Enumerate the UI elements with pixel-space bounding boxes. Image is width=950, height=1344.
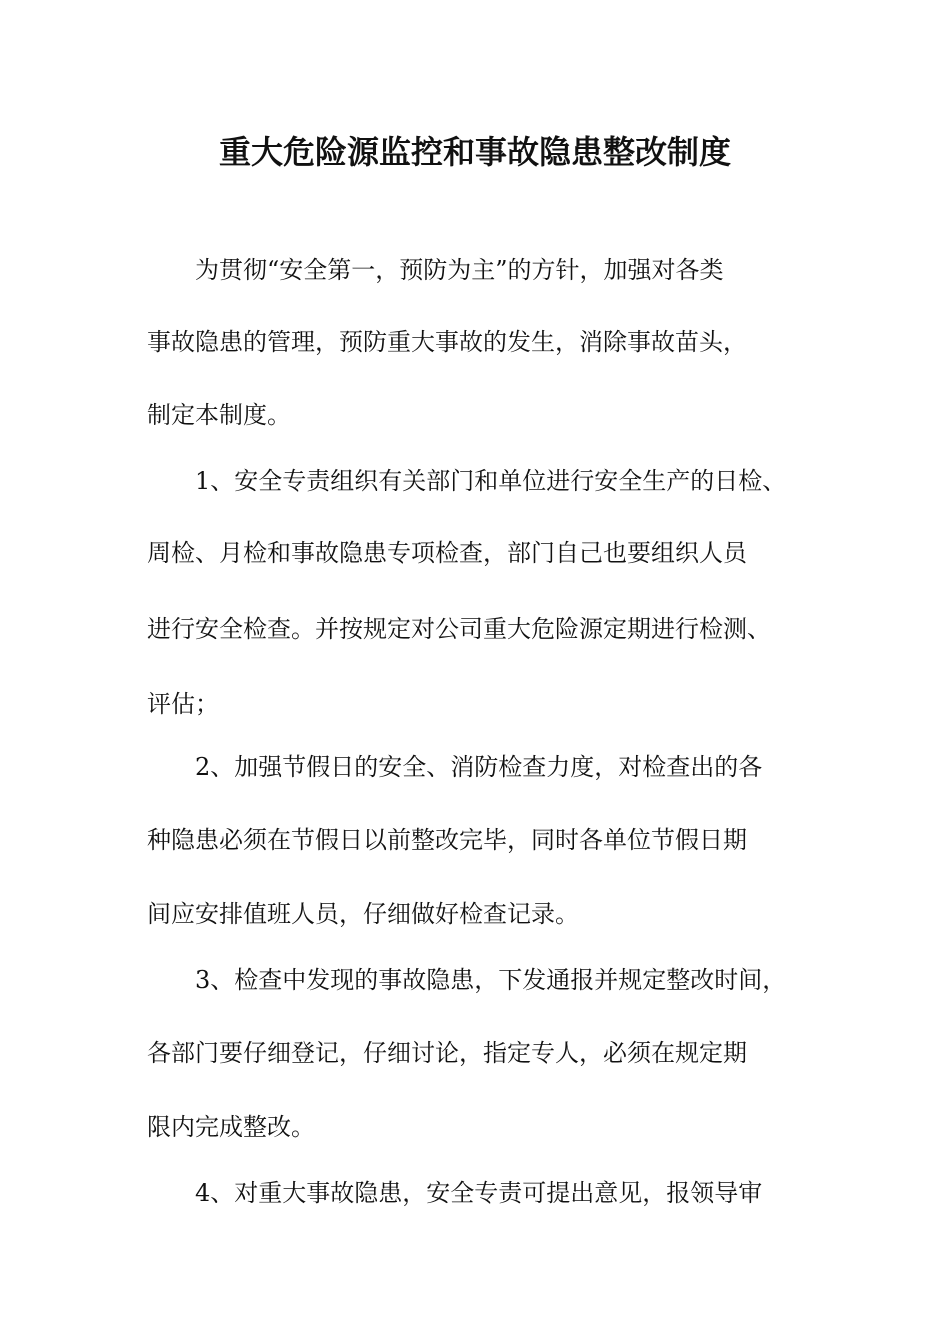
text-line: 各部门要仔细登记，仔细讨论，指定专人，必须在规定期 (147, 1039, 747, 1067)
text-line: 3、检查中发现的事故隐患，下发通报并规定整改时间， (195, 966, 787, 994)
text-line: 4、对重大事故隐患，安全专责可提出意见，报领导审 (195, 1179, 763, 1207)
text-line: 1、安全专责组织有关部门和单位进行安全生产的日检、 (195, 467, 787, 495)
text-line: 为贯彻“安全第一，预防为主”的方针，加强对各类 (195, 256, 724, 284)
text-line: 进行安全检查。并按规定对公司重大危险源定期进行检测、 (147, 615, 771, 643)
text-line: 2、加强节假日的安全、消防检查力度，对检查出的各 (195, 753, 763, 781)
text-line: 间应安排值班人员，仔细做好检查记录。 (147, 900, 579, 928)
text-line: 评估； (147, 690, 219, 718)
text-line: 种隐患必须在节假日以前整改完毕，同时各单位节假日期 (147, 826, 747, 854)
text-line: 周检、月检和事故隐患专项检查，部门自己也要组织人员 (147, 539, 747, 567)
document-title: 重大危险源监控和事故隐患整改制度 (218, 133, 731, 171)
text-line: 事故隐患的管理，预防重大事故的发生，消除事故苗头， (147, 328, 747, 356)
text-line: 限内完成整改。 (147, 1113, 315, 1141)
text-line: 制定本制度。 (147, 401, 291, 429)
